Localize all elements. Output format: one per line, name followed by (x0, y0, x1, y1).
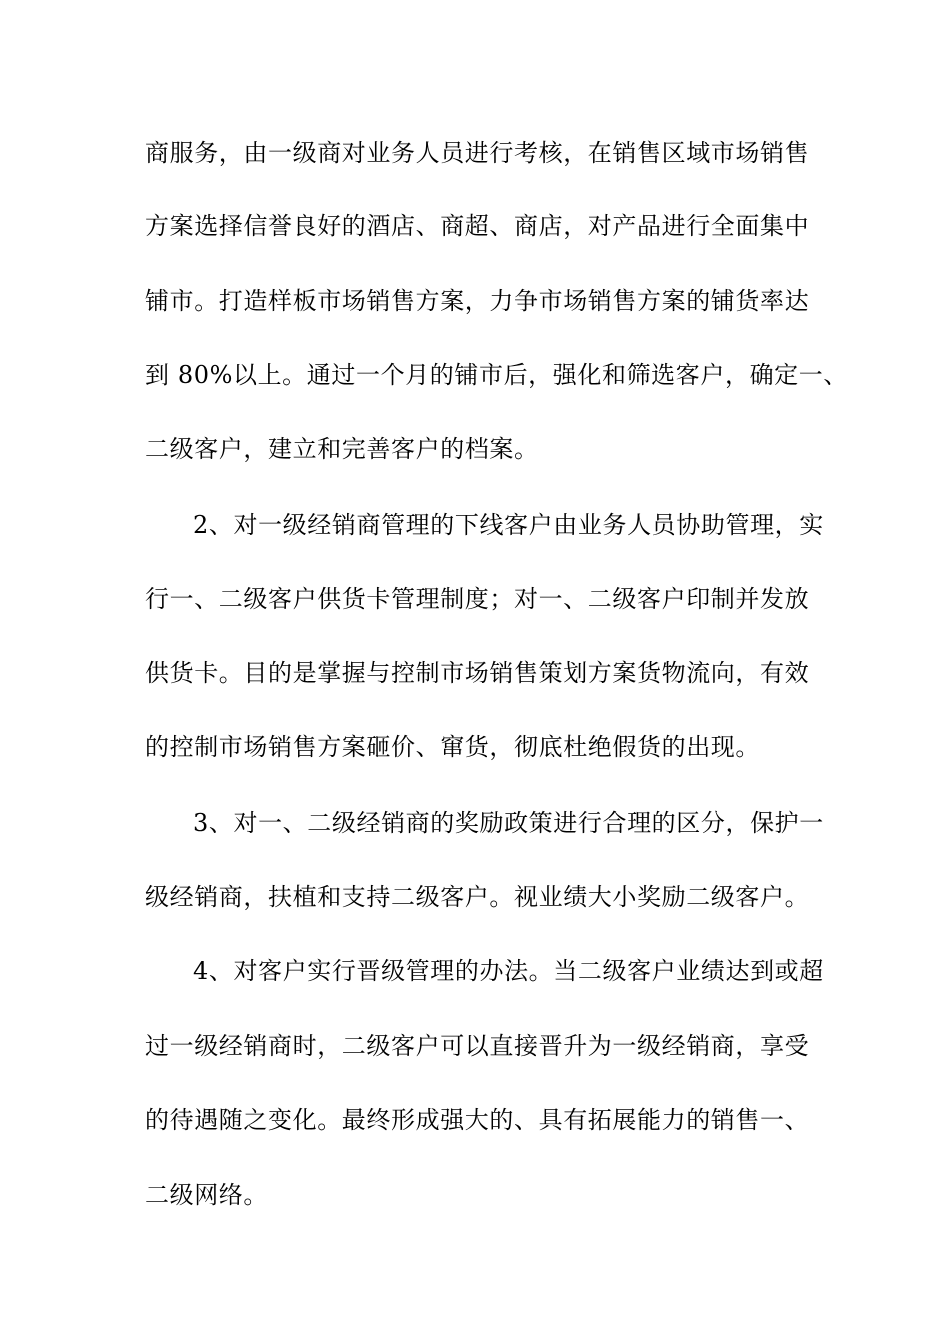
paragraph-2-line-2: 行一、二级客户供货卡管理制度；对一、二级客户印制并发放 (145, 585, 810, 613)
paragraph-4-line-3: 的待遇随之变化。最终形成强大的、具有拓展能力的销售一、 (145, 1106, 810, 1134)
text-line-5: 二级客户，建立和完善客户的档案。 (145, 435, 539, 463)
text-line-4: 到 80%以上。通过一个月的铺市后，强化和筛选客户，确定一、 (145, 361, 848, 389)
paragraph-3-line-2: 级经销商，扶植和支持二级客户。视业绩大小奖励二级客户。 (145, 883, 810, 911)
paragraph-2-line-1: 2、对一级经销商管理的下线客户由业务人员协助管理，实 (193, 511, 824, 539)
paragraph-4-line-4: 二级网络。 (145, 1181, 268, 1209)
text-line-3: 铺市。打造样板市场销售方案，力争市场销售方案的铺货率达 (145, 287, 810, 315)
text-line-1: 商服务，由一级商对业务人员进行考核，在销售区域市场销售 (145, 139, 810, 167)
text-line-2: 方案选择信誉良好的酒店、商超、商店，对产品进行全面集中 (145, 212, 810, 240)
paragraph-4-line-2: 过一级经销商时，二级客户可以直接晋升为一级经销商，享受 (145, 1032, 810, 1060)
paragraph-2-line-4: 的控制市场销售方案砸价、窜货，彻底杜绝假货的出现。 (145, 733, 760, 761)
paragraph-3-line-1: 3、对一、二级经销商的奖励政策进行合理的区分，保护一 (193, 809, 824, 837)
paragraph-2-line-3: 供货卡。目的是掌握与控制市场销售策划方案货物流向，有效 (145, 659, 810, 687)
paragraph-4-line-1: 4、对客户实行晋级管理的办法。当二级客户业绩达到或超 (193, 957, 824, 985)
